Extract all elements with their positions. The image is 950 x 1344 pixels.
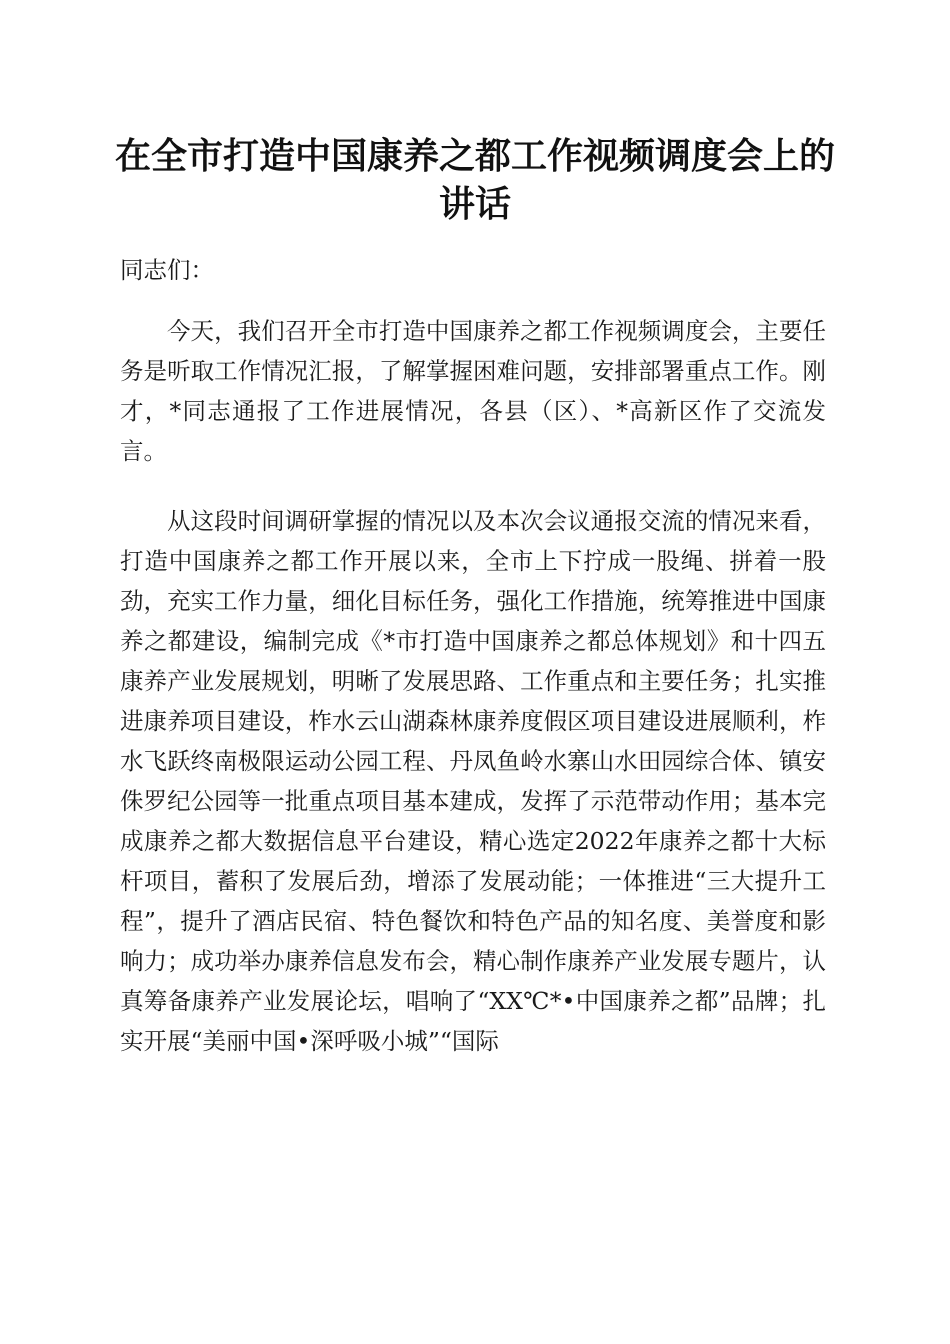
body-paragraph: 今天，我们召开全市打造中国康养之都工作视频调度会，主要任务是听取工作情况汇报，了解掌握困难问题，安排部署重点工作。刚才，*同志通报了工作进展情况，各县（区）、*高新区作了交流发言。 bbox=[120, 317, 826, 465]
document-body bbox=[120, 250, 826, 1061]
body-paragraph: 从这段时间调研掌握的情况以及本次会议通报交流的情况来看，打造中国康养之都工作开展以来，全市上下拧成一股绳、拼着一股劲，充实工作力量，细化目标任务，强化工作措施，统筹推进中国康养之都建设，编制完成《*市打造中国康养之都总体规划》和十四五康养产业发展规划，明晰了发展思路、工作重点和主要任务；扎实推进康养项目建设，柞水云山湖森林康养度假区项目建设进展顺利，柞水飞跃终南极限运动公园工程、丹凤鱼岭水寨山水田园综合体、镇安侏罗纪公园等一批重点项目基本建成，发挥了示范带动作用；基本完成康养之都大数据信息平台建设，精心选定2022年康养之都十大标杆项目，蓄积了发展后劲，增添了发展动能；一体推进“三大提升工程”，提升了酒店民宿、特色餐饮和特色产品的知名度、美誉度和影响力；成功举办康养信息发布会，精心制作康养产业发展专题片，认真筹备康养产业发展论坛，唱响了“XX℃*•中国康养之都”品牌；扎实开展“美丽中国•深呼吸小城”“国际 bbox=[120, 507, 826, 1055]
document-title: 在全市打造中国康养之都工作视频调度会上的讲话 bbox=[114, 135, 835, 225]
salutation: 同志们： bbox=[120, 256, 214, 284]
